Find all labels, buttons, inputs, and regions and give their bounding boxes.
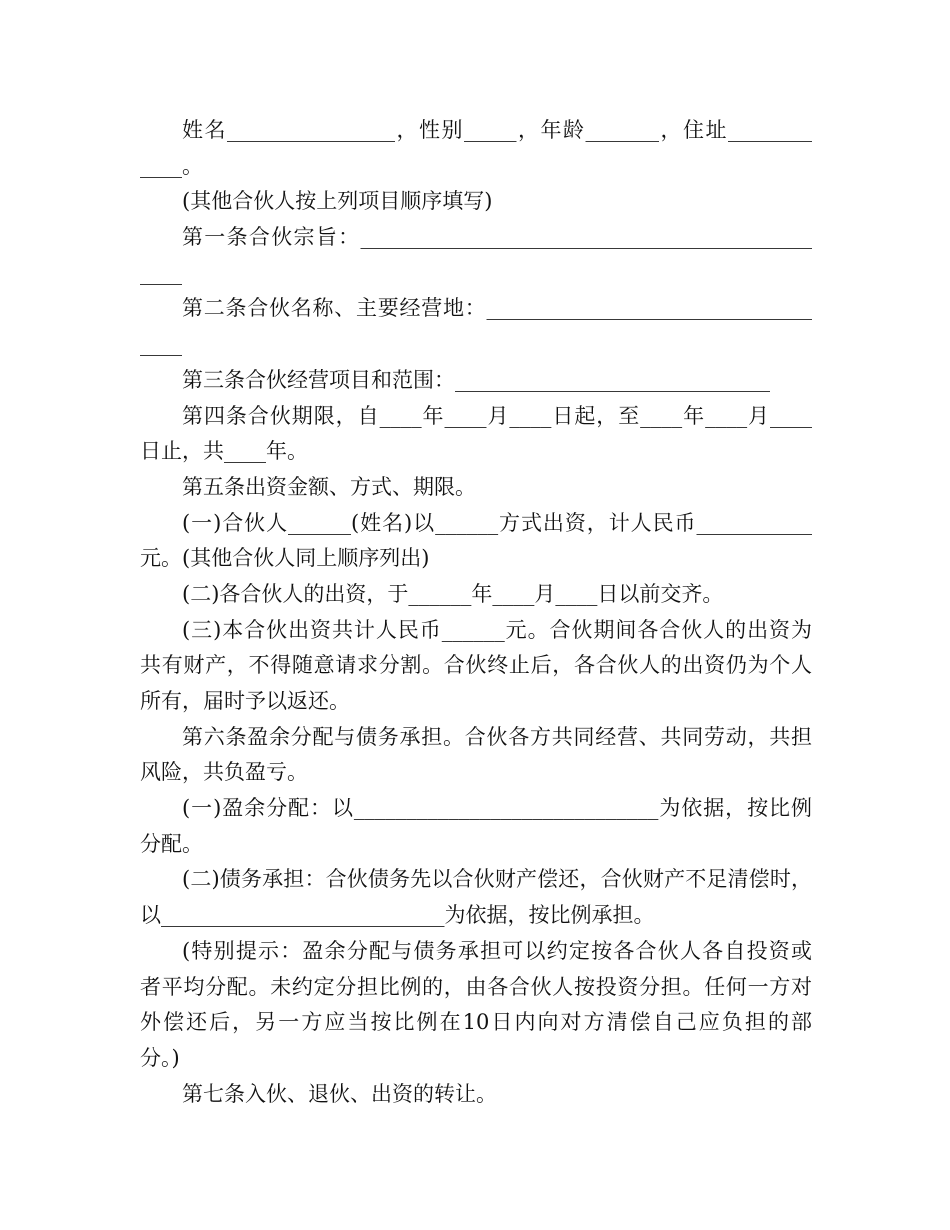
clause-5-item-3: (三)本合伙出资共计人民币______元。合伙期间各合伙人的出资为 <box>182 617 812 642</box>
clause-6-heading: 第六条盈余分配与债务承担。合伙各方共同经营、共同劳动，共担 <box>182 724 812 749</box>
clause-5-heading: 第五条出资金额、方式、期限。 <box>182 474 476 499</box>
partner-info-note: (其他合伙人按上列项目顺序填写) <box>182 189 493 214</box>
partner-info-line-cont: ____。 <box>140 153 203 178</box>
clause-3-scope: 第三条合伙经营项目和范围：______________________________ <box>182 367 770 392</box>
clause-6-item-2-cont: 以___________________________为依据，按比例承担。 <box>140 903 655 928</box>
clause-2-name-location: 第二条合伙名称、主要经营地：_______________________________ <box>182 296 812 321</box>
clause-5-item-1: (一)合伙人______(姓名)以______方式出资，计人民币___________ <box>182 510 812 535</box>
clause-6-heading-cont: 风险，共负盈亏。 <box>140 760 308 785</box>
clause-6-item-1: (一)盈余分配：以_____________________________为依据，按比例 <box>182 796 812 821</box>
clause-7-heading: 第七条入伙、退伙、出资的转让。 <box>182 1081 497 1106</box>
clause-5-item-3-end: 所有，届时予以返还。 <box>140 689 350 713</box>
clause-5-item-1-cont: 元。(其他合伙人同上顺序列出) <box>140 546 430 571</box>
agreement-text <box>140 113 812 1112</box>
clause-1-purpose-cont: ____ <box>140 260 182 285</box>
special-note-cont-2: 外偿还后，另一方应当按比例在10日内向对方清偿自己应负担的部 <box>140 1010 812 1035</box>
clause-5-item-2: (二)各合伙人的出资，于______年____月____日以前交齐。 <box>182 581 724 606</box>
clause-4-term-cont: 日止，共____年。 <box>140 439 308 464</box>
clause-4-term: 第四条合伙期限，自____年____月____日起，至____年____月____ <box>182 403 812 428</box>
clause-2-name-location-cont: ____ <box>140 332 182 357</box>
special-note-end: 分。) <box>140 1045 180 1070</box>
clause-1-purpose: 第一条合伙宗旨：___________________________________________ <box>182 225 812 250</box>
clause-6-item-2: (二)债务承担：合伙债务先以合伙财产偿还，合伙财产不足清偿时， <box>182 867 812 892</box>
special-note: (特别提示：盈余分配与债务承担可以约定按各合伙人各自投资或 <box>182 938 812 963</box>
partner-info-line: 姓名________________，性别_____，年龄_______，住址________ <box>182 118 812 142</box>
clause-5-item-3-cont: 共有财产，不得随意请求分割。合伙终止后，各合伙人的出资仍为个人 <box>140 653 812 678</box>
clause-6-item-1-cont: 分配。 <box>140 831 203 856</box>
special-note-cont-1: 者平均分配。未约定分担比例的，由各合伙人按投资分担。任何一方对 <box>140 974 812 999</box>
